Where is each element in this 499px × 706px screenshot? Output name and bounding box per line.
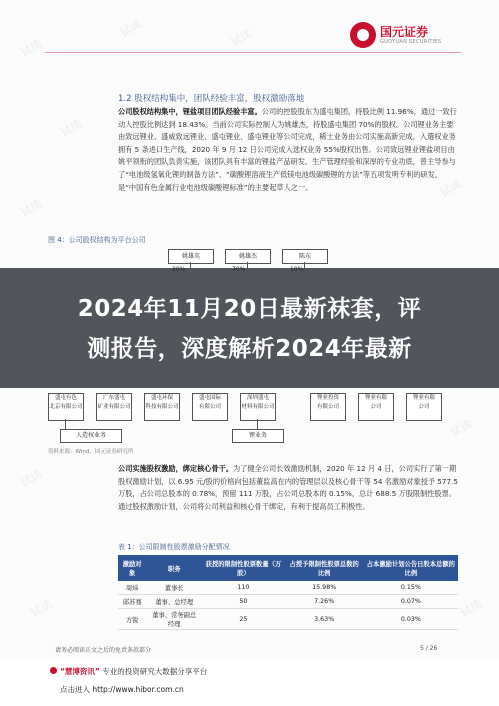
table-cell: 15.98% (285, 581, 364, 595)
watermark: 试读 (18, 197, 45, 220)
table-cell: 0.15% (364, 581, 458, 595)
org-subsidiary-box: 盛屯国际 有限公司 (192, 393, 228, 421)
logo-name: 国元证券 (380, 25, 429, 39)
paragraph-lead: 公司股权结构集中，锂盐项目团队经验丰富。 (118, 107, 262, 116)
logo-english-name: GUOYUAN SECURITIES (380, 39, 442, 45)
table-row (118, 609, 458, 630)
table-cell: 董事、常务副总经理 (146, 609, 202, 630)
section-title: 1.2 股权结构集中，团队经验丰富，股权激励落地 (118, 94, 305, 104)
table-header-cell: 占授予限制性股票总数的比例 (285, 555, 364, 581)
org-subsidiary-box: 锂业有限 公司 (406, 393, 442, 421)
section2-paragraph (118, 463, 458, 513)
banner-slogan: 专业的投资研究大数据分享平台 (102, 667, 208, 676)
table-cell: 邱苏骞 (118, 595, 146, 609)
org-segment-box-left: 人造权业务 (60, 429, 122, 443)
table-header-cell: 占本激励计划公告日股本总额的比例 (364, 555, 458, 581)
watermark: 试读 (458, 597, 485, 620)
headline-line-1: 2024年11月20日最新袜套，评 (77, 296, 422, 322)
org-connector (65, 419, 66, 429)
brand-dot-icon (50, 667, 57, 674)
org-subsidiary-box: 深圳盛屯 材料有限公司 (240, 393, 276, 421)
org-subsidiary-box: 盛屯环保 科技有限公司 (144, 393, 180, 421)
table-cell: 方锐 (118, 609, 146, 630)
disclaimer-note: 请务必阅读正文之后的免责条款部分 (55, 647, 152, 654)
headline-line-2: 测报告，深度解析2024年最新 (87, 336, 412, 362)
banner-brand: “慧博资讯” (60, 667, 100, 676)
header-divider (45, 52, 461, 53)
figure-title: 图 4：公司股权结构为平台公司 (48, 236, 146, 244)
table-header-cell: 获授的限制性股票数量（万股） (202, 555, 285, 581)
table-row (118, 595, 458, 609)
org-subsidiary-box: 锂业有限 公司 (358, 393, 394, 421)
watermark: 试读 (18, 467, 45, 490)
table-cell: 周炜 (118, 581, 146, 595)
headline-overlay (0, 268, 499, 388)
org-connector (257, 419, 258, 429)
figure-source: 资料来源：Wind，国元证券研究所 (48, 449, 134, 455)
incentive-table (118, 555, 458, 630)
watermark: 试读 (228, 27, 255, 50)
watermark: 试读 (118, 17, 145, 40)
table-cell: 3.63% (285, 609, 364, 630)
table-cell: 董事、总经理 (146, 595, 202, 609)
table-cell: 50 (202, 595, 285, 609)
paragraph-body: 公司的控股股东为盛屯集团，持股比例 11.96%，通过一致行动人控股比例达到 18.43%。当前公司实际控制人为姚雄杰，持股盛屯集团 70%的股权。公司锂业务主要由致远锂业、盛威致远锂业、盛屯锂业、盛屯锂业等公司完成，稀土业务由公司实施高新完成，入選权业务拥有 5 条进口生产线，2020 年 9 月 12 日公司完成入选权业务 55%股权出售。公司致远锂业锂盐项目由姚平领衔的团队负责实施，该团队具有丰富的锂盐产品研发、生产管理经验和深厚的专业功底，曾主导参与了“电池级氢氧化锂的制备方法”、“碳酸锂溶液生产低镁电池级碳酸锂的方法”等五项发明专利的研发，是“中国有色金属行业电池级碳酸锂标准”的主要起草人之一。 (118, 107, 457, 192)
company-logo (350, 22, 460, 48)
table-cell: 25 (202, 609, 285, 630)
org-subsidiary-box: 锂业投资 有限公司 (310, 393, 346, 421)
org-subsidiary-box: 盛屯有色 北京有限公司 (48, 393, 84, 421)
org-segment-box-mid: 锂业务 (232, 429, 284, 443)
watermark: 试读 (438, 177, 465, 200)
table-cell: 110 (202, 581, 285, 595)
watermark: 试读 (58, 117, 85, 140)
banner-brand-line (60, 666, 207, 677)
table-header-row (118, 555, 458, 581)
banner-link[interactable]: 点击进入 http://www.hibor.com.cn (60, 685, 184, 694)
section-paragraph (118, 106, 458, 194)
org-box-shareholder-1: 姚雄英 (168, 249, 214, 264)
table-cell: 董事长 (146, 581, 202, 595)
watermark: 试读 (18, 37, 45, 60)
watermark: 试读 (28, 597, 55, 620)
org-box-shareholder-3: 陈东 (282, 249, 328, 264)
table-cell: 0.07% (364, 595, 458, 609)
table-cell: 0.03% (364, 609, 458, 630)
table-row (118, 581, 458, 595)
table-cell: 7.26% (285, 595, 364, 609)
org-subsidiary-box: 广东盛屯 矿业有限公司 (96, 393, 132, 421)
table-title: 表 1：公司限制性股票激励分配情况 (118, 543, 230, 551)
org-box-shareholder-2: 姚雄杰 (225, 249, 271, 264)
watermark: 试读 (448, 417, 475, 440)
table-header-cell: 激励对象 (118, 555, 146, 581)
section2-lead: 公司实施股权激励，绑定核心骨干。 (118, 464, 234, 473)
logo-mark-icon (350, 22, 376, 48)
table-header-cell: 职务 (146, 555, 202, 581)
page-number: 5 / 26 (420, 645, 438, 652)
section2-body: 为了健全公司长效激励机制，2020 年 12 月 4 日，公司实行了第一期股权激励计划，以 6.95 元/股的价格向包括董监高在内的管理层以及核心骨干等 54 名激励对象授予 577.5 万股，占公司总股本的 0.78%，预留 111 万股，占公司总股本的 0.15%，总计 688.5 万股限制性股票。通过股权激励计划，公司将公司利益和核心骨干绑定，有利于提高员工积极性。 (118, 464, 458, 511)
promo-banner (0, 660, 499, 706)
